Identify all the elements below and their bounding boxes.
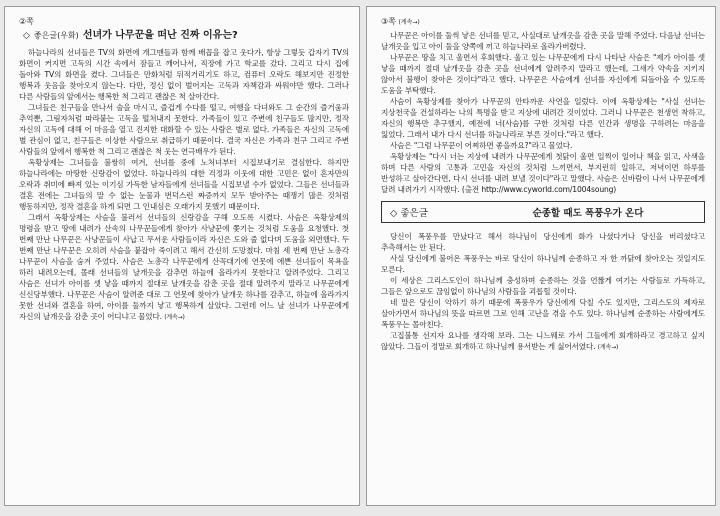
paragraph: 사슴이 옥황상제를 찾아가 나무꾼의 안타까운 사연을 일렀다. 이에 옥황상제는 "사실 선녀는 지상천국을 건설하라는 나의 특명을 받고 지상에 내려간 것이었다. 그러니 나무꾼은 천생연 착하고, 자신의 행복만 추구했지, 예전에 너(사슴)를 구한 것처럼 다른 인간과 생명을 구하려는 마음을 잃었다. 그래서 내가 다시 선녀를 하늘나라로 부른 것이다."라고 했다. — [381, 97, 705, 139]
section-title-box — [381, 201, 705, 223]
paragraph-text: 그래서 옥황상제는 사슴을 불러서 선녀들의 신랑감을 구해 오도록 시켰다. 사슴은 옥황상제의 명령을 받고 땅에 내려가 산속의 나무꾼들에게 찾아가 사냥꾼에 쫓기는 것처럼 도움을 요청했다. 첫 번째 만난 나무꾼은 사냥꾼들이 사납고 무서운 사람들이라 자신은 도와 줄 없다며 도움을 외면했다. 두 번째 만난 나무꾼은 오히려 사슴을 붙잡아 죽이려고 해서 간신히 도망쳤다. 마침 세 번째 만난 노총각 나무꾼이 사슴을 숨겨 주었다. 사슴은 노총각 나무꾼에게 산꼭대기에 연못에 에쁜 선녀들이 목욕을 하러 내려오는데, 몰래 선녀들의 날개옷을 감추면 하늘에 올라가지 못한다고 알려주었다. 그리고 사슴은 선녀가 아이를 셋 낳을 때까지 절대로 날개옷을 감춘 곳을 절대 알려주지 말라고 나무꾼에게 신신당부했다. 나무꾼은 사슴이 알려준 대로 그 연못에 찾아가 날개옷 하나를 감추고, 하늘에 올라가지 못한 선녀와 결혼을 하여, 아이를 둘까지 낳고 행복하게 살았다. 그런데 어느 날 선녀가 나무꾼에게 자신의 날개옷을 감춘 곳이 어디냐고 물었다. — [19, 213, 349, 321]
page-number: ②쪽 — [19, 17, 34, 26]
paragraph: 당신이 폭풍우를 만났다고 해서 하나님이 당신에게 화가 나셨다거나 당신을 버리셨다고 추측해서는 안 된다. — [381, 232, 705, 252]
paragraph — [381, 330, 705, 353]
section-heading: 순종할 때도 폭풍우가 온다 — [532, 208, 644, 219]
article-title — [23, 29, 349, 43]
continue-note: (계속→) — [164, 314, 185, 321]
article-heading: 선녀가 나무꾼을 떠난 진짜 이유는? — [82, 30, 238, 41]
left-page — [4, 6, 360, 506]
page-number — [381, 17, 705, 28]
paragraph: 옥황상제는 "다시 너는 지상에 내려가 나무꾼에게 첫닭이 울면 일찍이 일어나 책을 읽고, 사색을 하며 다른 사람의 고통과 고민을 자신의 것처럼 느끼면서, 부지런히 일하고, 저녁이면 하루를 반성하고 살아간다면, 다시 선녀를 내려 보낼 것이다"라고 말했다. 사슴은 신바람이 나서 나무꾼에게 달려 내려가기 시작했다. (출전 http://www.cyworld.com/1004soung) — [381, 152, 705, 194]
paragraph: 나무꾼은 아이를 둘씩 낳은 선녀를 믿고, 사실대로 날개옷을 감춘 곳을 말해 주었다. 다음날 선녀는 날개옷을 입고 아이 둘을 양쪽에 끼고 하늘나라로 올라가버렸다. — [381, 31, 705, 51]
paragraph: 사실 당신에게 불어온 폭풍우는 바로 당신이 하나님께 순종하고 자 한 까닭에 찾아오는 것일지도 모른다. — [381, 254, 705, 274]
page-number-text: ③쪽 — [381, 17, 396, 26]
paragraph: 나무꾼은 땅을 치고 울면서 후회했다. 울고 있는 나무꾼에게 다시 나타난 사슴은 "제가 아이를 셋 낳을 때까지 절대 날개옷을 감춘 곳을 선녀에게 알려주지 말라고 했는데, 그새가 약속을 지키지 않아서 불행이 찾아온 것이다"라고 했다. 나무꾼은 사슴에게 선녀를 자신에게 되돌아올 수 있도록 도움을 부탁했다. — [381, 53, 705, 95]
diamond-bullet-icon: ◇ — [390, 208, 398, 219]
paragraph — [19, 212, 349, 323]
paragraph-text: 고집불통 선지자 요나를 생각해 보라. 그는 니느웨로 가서 그들에게 회개하라고 경고하고 싶지 않았다. 그들이 정말로 회개하고 하나님께 용서받는 게 싫어서였다. — [381, 331, 705, 351]
paragraph: 하늘나라의 선녀들은 TV의 화면에 개그맨들과 함께 배꼽을 잡고 웃다가, 항상 그렇듯 갑자기 TV의 화면이 커지면 고독의 시간 속에서 잠들고 깨어나서, 직장에 가고 학교를 갔다. 그리고 다시 집에 돌아와 TV의 화면을 켰다. 그녀들은 만화처럼 뒤적거리기도 하고, 컴퓨터 오락도 해보지만 진정한 행복과 웃음을 찾아오지 않는다. 다만, 정신 없이 벌어지는 고독과 자책감과 싸워야만 했다. 그러나 다른 사람들의 앞에서는 행복한 척 그리고 괜찮은 척 살아간다. — [19, 48, 349, 101]
paragraph: 그녀들은 친구들을 만나서 술을 마시고, 즐겁게 수다를 떨고, 여행을 다녀와도 그 순간의 즐거움과 추억뿐, 그림자처럼 따라붙는 고독을 떨쳐내지 못한다. 가족들이 있고 주변에 친구들도 많지만, 정작 자신의 고독에 대해 어 마음을 열고 진지한 대화할 수 있는 사람은 별로 없다. 가족들은 자신의 고독에 별 관심이 없고, 친구들은 이상한 사람으로 취급하기 때문이다. 결국 자신은 가족과 친구 그리고 주변 사람들의 앞에서 행복한 척 그리고 괜찮은 척 웃는 연극배우가 된다. — [19, 103, 349, 156]
section-kind: 좋은글 — [400, 208, 428, 219]
paragraph: 옥황상제는 그녀들을 불쌍히 여겨, 선녀를 중에 노처녀부터 시집보내기로 결심한다. 하지만 하늘나라에는 마땅한 신랑감이 없었다. 하늘나라의 대한 걱정과 이웃에 대한 고민은 없이 혼자만의 오락과 취미에 빠져 있는 이기심 가득한 남자들에게 선녀들을 시집보낼 수가 없었다. 그들은 선녀들과 결혼 전에는 그녀들의 말 수 없는 눈물과 번덕스런 짜증까지 모두 받아주는 때쟁기 많은 것처럼 행동하지만, 정작 결혼을 하게 되면 그 인내심은 오래가지 못했기 때문이다. — [19, 158, 349, 211]
right-page — [366, 6, 716, 506]
paragraph: 사슴은 "그럼 나무꾼이 어찌하면 좋을까요?"라고 물었다. — [390, 141, 573, 150]
continue-note: (계속→) — [597, 344, 619, 351]
article-kind: 좋은글(우화) — [33, 31, 79, 40]
paragraph: 네 말은 당신이 악하기 하기 때문에 폭풍우가 당신에게 닥칠 수도 있지만, 그리스도의 제자로 살아가면서 하나님의 뜻을 따르면 그로 인해 고난을 겪을 수도 있다. 하나님께 순종하는 사람에게도 폭풍우는 몰아친다. — [381, 298, 705, 329]
continued-note: (계속→) — [398, 19, 420, 26]
section-label — [390, 205, 480, 219]
diamond-bullet-icon: ◇ — [23, 31, 30, 41]
paragraph: 이 세상은 그리스도인이 하나님께 충성하며 순종하는 것을 언짢게 여기는 사람들로 가득하고, 그들은 앞으로도 끊임없이 하나님의 사람들을 괴롭힐 것이다. — [381, 276, 705, 296]
